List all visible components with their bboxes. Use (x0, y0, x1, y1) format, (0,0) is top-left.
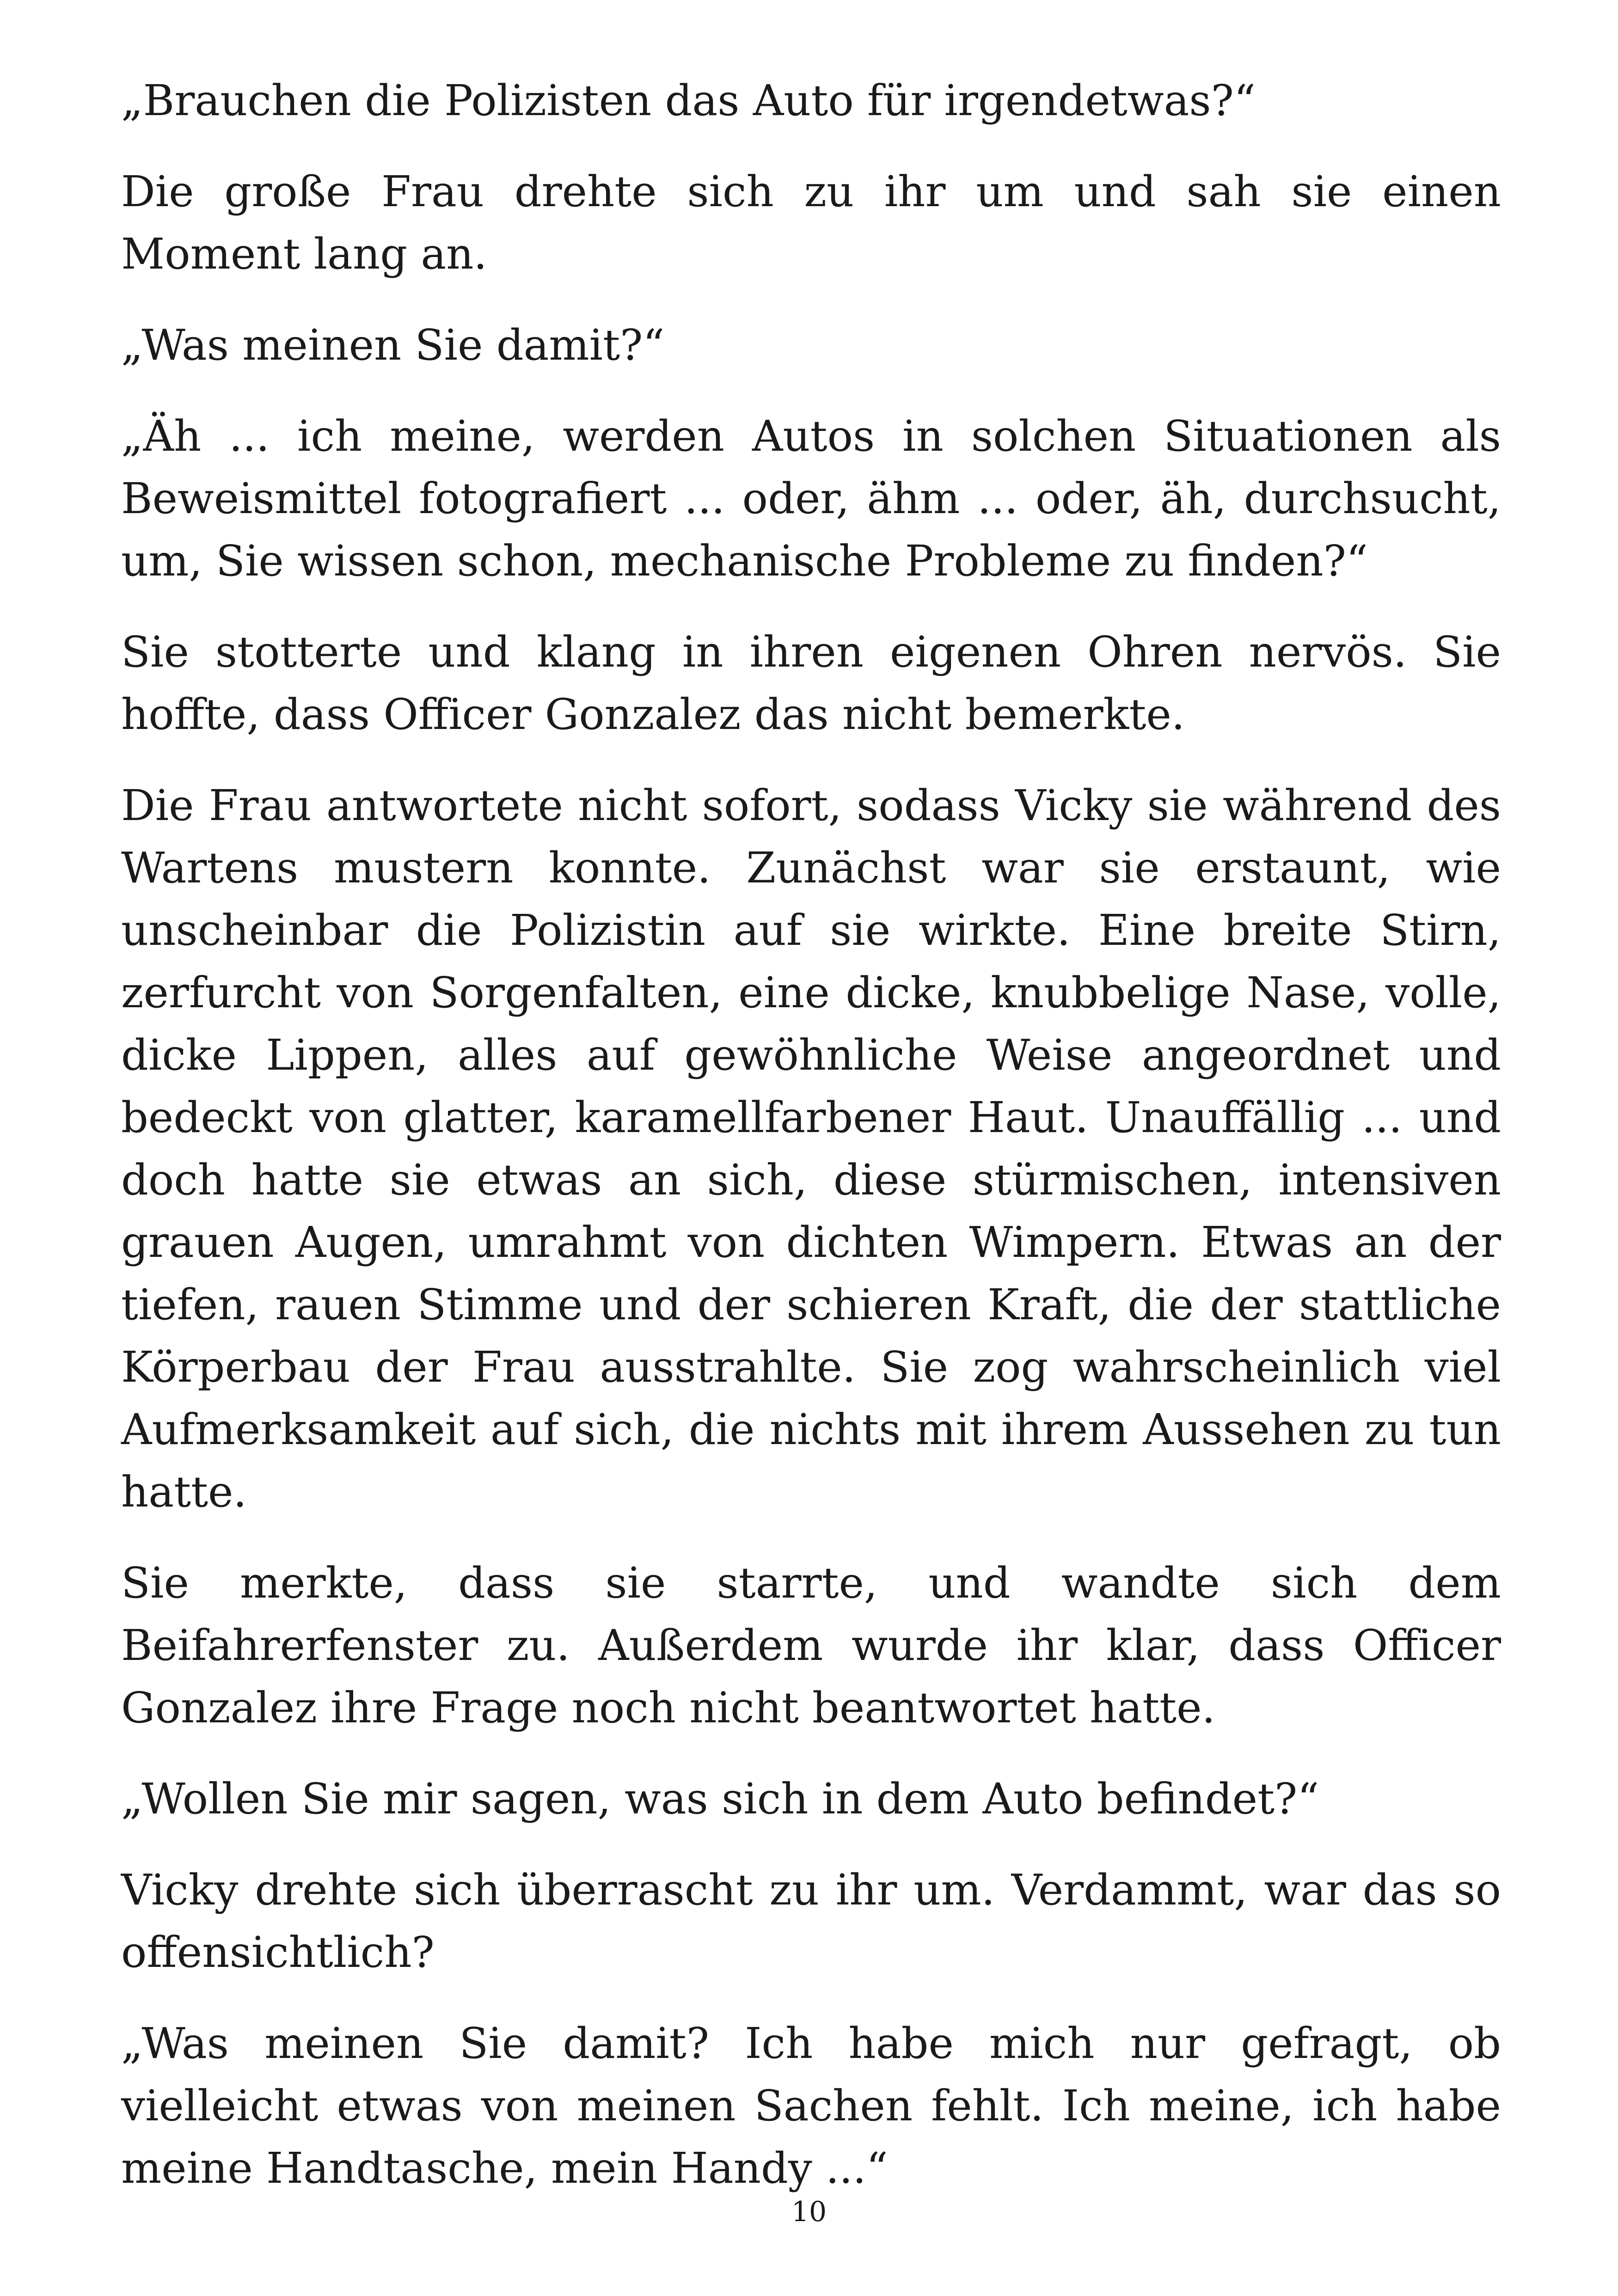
page-number: 10 (791, 2196, 827, 2228)
paragraph-6: Die Frau antwortete nicht sofort, sodass Vicky sie während des Wartens mustern konnte. Zunächst war sie erstaunt, wie unscheinbar die Polizistin auf sie wirkte. Eine breite Stirn, zerfurcht von Sorgenfalten, eine dicke, knubbelige Nase, volle, dicke Lippen, alles auf gewöhnliche Weise angeordnet und bedeckt von glatter, karamellfarbener Haut. Unauffällig ... und doch hatte sie etwas an sich, diese stürmischen, intensiven grauen Augen, umrahmt von dichten Wimpern. Etwas an der tiefen, rauen Stimme und der schieren Kraft, die der stattliche Körperbau der Frau ausstrahlte. Sie zog wahrscheinlich viel Aufmerksamkeit auf sich, die nichts mit ihrem Aussehen zu tun hatte. (121, 781, 1501, 1517)
paragraph-4: „Äh ... ich meine, werden Autos in solchen Situationen als Beweismittel fotografiert ... oder, ähm ... oder, äh, durchsucht, um, Sie wissen schon, mechanische Probleme zu finden?“ (121, 411, 1501, 586)
paragraph-8: „Wollen Sie mir sagen, was sich in dem Auto befindet?“ (121, 1774, 1319, 1824)
paragraph-3: „Was meinen Sie damit?“ (121, 320, 665, 370)
paragraph-7: Sie merkte, dass sie starrte, und wandte sich dem Beifahrerfenster zu. Außerdem wurde ihr klar, dass Officer Gonzalez ihre Frage noch nicht beantwortet hatte. (121, 1558, 1501, 1733)
paragraph-2: Die große Frau drehte sich zu ihr um und sah sie einen Moment lang an. (121, 167, 1501, 279)
paragraph-10: „Was meinen Sie damit? Ich habe mich nur gefragt, ob vielleicht etwas von meinen Sachen fehlt. Ich meine, ich habe meine Handtasche, mein Handy ...“ (121, 2019, 1501, 2193)
paragraph-9: Vicky drehte sich überrascht zu ihr um. Verdammt, war das so offensichtlich? (121, 1865, 1501, 1977)
paragraph-1: „Brauchen die Polizisten das Auto für irgendetwas?“ (121, 76, 1256, 125)
paragraph-5: Sie stotterte und klang in ihren eigenen Ohren nervös. Sie hoffte, dass Officer Gonzalez das nicht bemerkte. (121, 627, 1501, 739)
page-body (121, 69, 1501, 2228)
